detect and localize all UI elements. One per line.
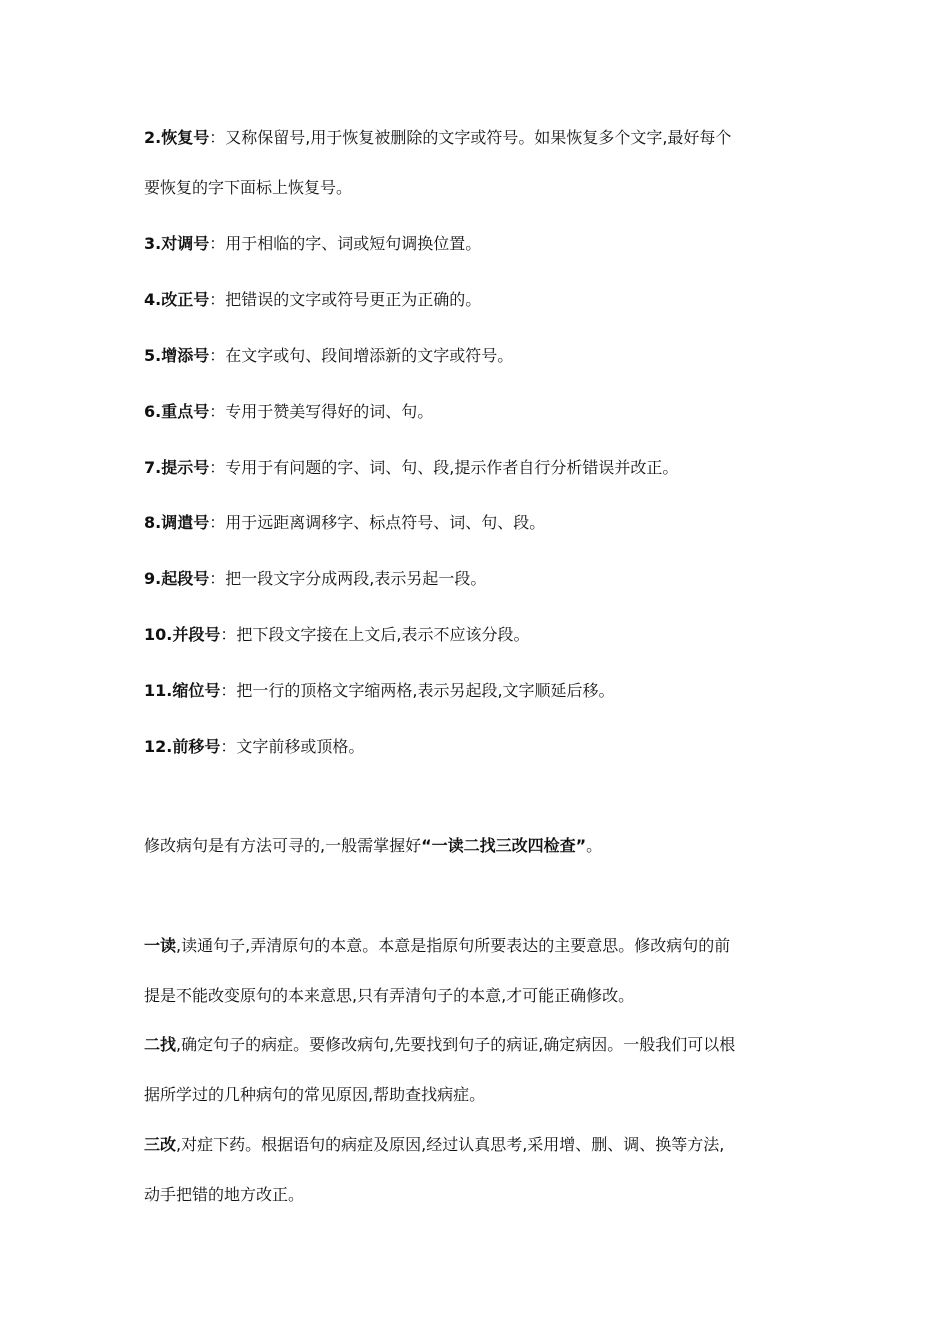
symbol-term: 8.调遣号 xyxy=(144,513,210,532)
symbol-term: 7.提示号 xyxy=(144,458,210,477)
step-3-line-1 xyxy=(144,1134,824,1156)
symbol-separator: ： xyxy=(209,346,226,365)
symbol-term: 11.缩位号 xyxy=(144,681,221,700)
step-2-line-1 xyxy=(144,1034,824,1056)
step-term: 二找 xyxy=(144,1035,177,1054)
step-term: 三改 xyxy=(144,1135,177,1154)
symbol-term: 4.改正号 xyxy=(144,290,210,309)
step-1-line-1 xyxy=(144,935,824,957)
symbol-description: 用于相临的字、词或短句调换位置。 xyxy=(225,234,482,253)
method-intro-emphasis: “一读二找三改四检查” xyxy=(421,836,587,855)
symbol-separator: ： xyxy=(209,128,226,147)
symbol-description: 用于远距离调移字、标点符号、词、句、段。 xyxy=(225,513,546,532)
step-1-line-2 xyxy=(144,985,824,1007)
symbol-description: 又称保留号,用于恢复被删除的文字或符号。如果恢复多个文字,最好每个 xyxy=(225,128,732,147)
symbol-description: 把错误的文字或符号更正为正确的。 xyxy=(225,290,482,309)
symbol-term: 9.起段号 xyxy=(144,569,210,588)
method-intro-end: 。 xyxy=(586,836,603,855)
symbol-item-5 xyxy=(144,345,824,367)
symbol-separator: ： xyxy=(209,290,226,309)
step-text-continuation: 提是不能改变原句的本来意思,只有弄清句子的本意,才可能正确修改。 xyxy=(144,986,635,1005)
symbol-item-11 xyxy=(144,680,824,702)
symbol-term: 10.并段号 xyxy=(144,625,221,644)
symbol-separator: ： xyxy=(220,625,237,644)
symbol-separator: ： xyxy=(209,458,226,477)
symbol-description: 把一行的顶格文字缩两格,表示另起段,文字顺延后移。 xyxy=(236,681,615,700)
symbol-separator: ： xyxy=(220,681,237,700)
symbol-description: 专用于赞美写得好的词、句。 xyxy=(225,402,434,421)
symbol-separator: ： xyxy=(209,402,226,421)
symbol-separator: ： xyxy=(209,569,226,588)
symbol-item-2 xyxy=(144,127,824,149)
symbol-item-3 xyxy=(144,233,824,255)
symbol-description: 文字前移或顶格。 xyxy=(236,737,365,756)
symbol-term: 6.重点号 xyxy=(144,402,210,421)
symbol-separator: ： xyxy=(209,513,226,532)
step-3-line-2 xyxy=(144,1184,824,1206)
symbol-item-12 xyxy=(144,736,824,758)
method-intro-text: 修改病句是有方法可寻的,一般需掌握好 xyxy=(144,836,422,855)
step-2-line-2 xyxy=(144,1084,824,1106)
step-text: ,确定句子的病症。要修改病句,先要找到句子的病证,确定病因。一般我们可以根 xyxy=(176,1035,736,1054)
symbol-term: 2.恢复号 xyxy=(144,128,210,147)
symbol-description: 专用于有问题的字、词、句、段,提示作者自行分析错误并改正。 xyxy=(225,458,679,477)
symbol-item-8 xyxy=(144,512,824,534)
symbol-item-7 xyxy=(144,457,824,479)
symbol-description: 把下段文字接在上文后,表示不应该分段。 xyxy=(236,625,530,644)
symbol-description-continuation: 要恢复的字下面标上恢复号。 xyxy=(144,178,353,197)
symbol-term: 3.对调号 xyxy=(144,234,210,253)
step-text-continuation: 动手把错的地方改正。 xyxy=(144,1185,305,1204)
symbol-item-6 xyxy=(144,401,824,423)
symbol-item-9 xyxy=(144,568,824,590)
symbol-description: 在文字或句、段间增添新的文字或符号。 xyxy=(225,346,514,365)
symbol-separator: ： xyxy=(220,737,237,756)
step-text-continuation: 据所学过的几种病句的常见原因,帮助查找病症。 xyxy=(144,1085,486,1104)
step-text: ,读通句子,弄清原句的本意。本意是指原句所要表达的主要意思。修改病句的前 xyxy=(176,936,731,955)
step-term: 一读 xyxy=(144,936,177,955)
symbol-item-10 xyxy=(144,624,824,646)
symbol-separator: ： xyxy=(209,234,226,253)
symbol-description: 把一段文字分成两段,表示另起一段。 xyxy=(225,569,487,588)
symbol-item-2-continuation xyxy=(144,177,824,199)
symbol-term: 12.前移号 xyxy=(144,737,221,756)
symbol-item-4 xyxy=(144,289,824,311)
step-text: ,对症下药。根据语句的病症及原因,经过认真思考,采用增、删、调、换等方法, xyxy=(176,1135,725,1154)
symbol-term: 5.增添号 xyxy=(144,346,210,365)
method-intro xyxy=(144,835,824,857)
